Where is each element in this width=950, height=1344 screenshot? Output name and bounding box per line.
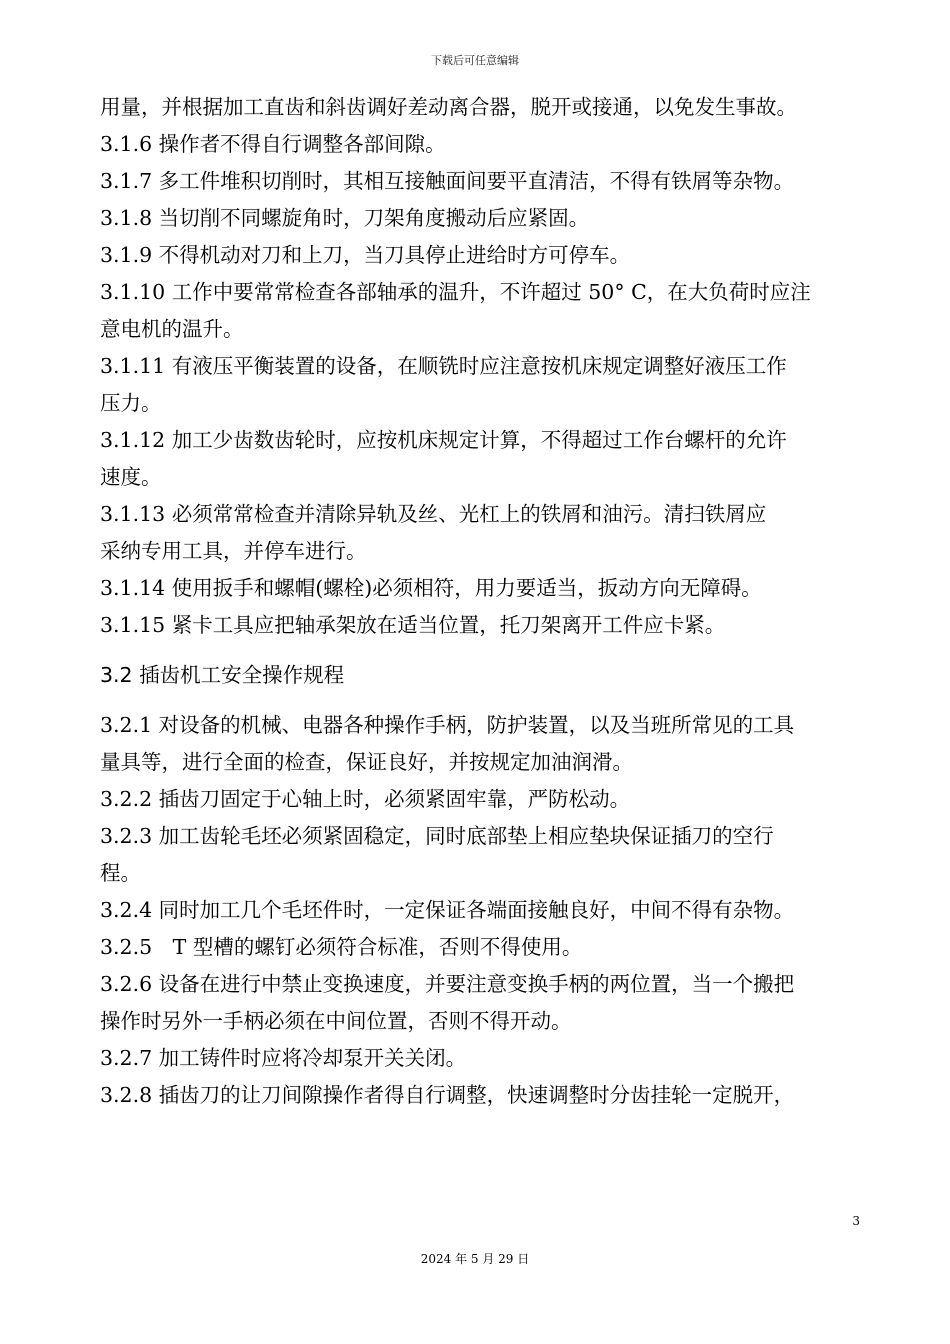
- paragraph-line: 3.1.11 有液压平衡装置的设备，在顺铣时应注意按机床规定调整好液压工作: [100, 354, 787, 378]
- paragraph-line: 3.1.7 多工件堆积切削时，其相互接触面间要平直清洁，不得有铁屑等杂物。: [100, 169, 795, 193]
- paragraph-line: 意电机的温升。: [100, 317, 244, 341]
- paragraph-line: 操作时另外一手柄必须在中间位置，否则不得开动。: [100, 1009, 572, 1033]
- paragraph-line: 3.1.13 必须常常检查并清除异轨及丝、光杠上的铁屑和油污。清扫铁屑应: [100, 502, 767, 526]
- footer-date: 2024 年 5 月 29 日: [420, 1252, 530, 1266]
- paragraph-line: 量具等，进行全面的检查，保证良好，并按规定加油润滑。: [100, 750, 633, 774]
- paragraph-line: 3.2.2 插齿刀固定于心轴上时，必须紧固牢靠，严防松动。: [100, 787, 631, 811]
- paragraph-line: 程。: [100, 861, 141, 885]
- paragraph-line: 3.2.8 插齿刀的让刀间隙操作者得自行调整，快速调整时分齿挂轮一定脱开，: [100, 1083, 795, 1107]
- paragraph-line: 3.1.15 紧卡工具应把轴承架放在适当位置，托刀架离开工件应卡紧。: [100, 613, 726, 637]
- paragraph-line: 采纳专用工具，并停车进行。: [100, 539, 367, 563]
- paragraph-line: 压力。: [100, 391, 162, 415]
- paragraph-line: 3.1.8 当切削不同螺旋角时，刀架角度搬动后应紧固。: [100, 206, 590, 230]
- page-number: 3: [852, 1214, 860, 1228]
- paragraph-line: 3.1.12 加工少齿数齿轮时，应按机床规定计算，不得超过工作台螺杆的允许: [100, 428, 787, 452]
- paragraph-line: 3.1.10 工作中要常常检查各部轴承的温升，不许超过 50° C，在大负荷时应注: [100, 280, 811, 304]
- section-3-2: [100, 707, 862, 1114]
- paragraph-line: 3.2.4 同时加工几个毛坯件时，一定保证各端面接触良好，中间不得有杂物。: [100, 898, 795, 922]
- paragraph-line: 3.2.3 加工齿轮毛坯必须紧固稳定，同时底部垫上相应垫块保证插刀的空行: [100, 824, 774, 848]
- section-3-2-heading: 3.2 插齿机工安全操作规程: [100, 663, 345, 687]
- paragraph-line: 3.2.1 对设备的机械、电器各种操作手柄，防护装置，以及当班所常见的工具: [100, 713, 795, 737]
- paragraph-line: 3.2.7 加工铸件时应将冷却泵开关关闭。: [100, 1046, 467, 1070]
- paragraph-line: 3.1.9 不得机动对刀和上刀，当刀具停止进给时方可停车。: [100, 243, 631, 267]
- page-header: 下载后可任意编辑: [431, 54, 519, 67]
- paragraph-line: 3.2.6 设备在进行中禁止变换速度，并要注意变换手柄的两位置，当一个搬把: [100, 972, 795, 996]
- paragraph-line: 3.2.5 T 型槽的螺钉必须符合标准，否则不得使用。: [100, 935, 583, 959]
- document-body: [100, 89, 862, 1114]
- paragraph-line: 用量，并根据加工直齿和斜齿调好差动离合器，脱开或接通，以免发生事故。: [100, 95, 797, 119]
- paragraph-line: 速度。: [100, 465, 162, 489]
- section-3-1-continued: [100, 89, 862, 644]
- paragraph-line: 3.1.6 操作者不得自行调整各部间隙。: [100, 132, 446, 156]
- paragraph-line: 3.1.14 使用扳手和螺帽(螺栓)必须相符，用力要适当，扳动方向无障碍。: [100, 576, 762, 600]
